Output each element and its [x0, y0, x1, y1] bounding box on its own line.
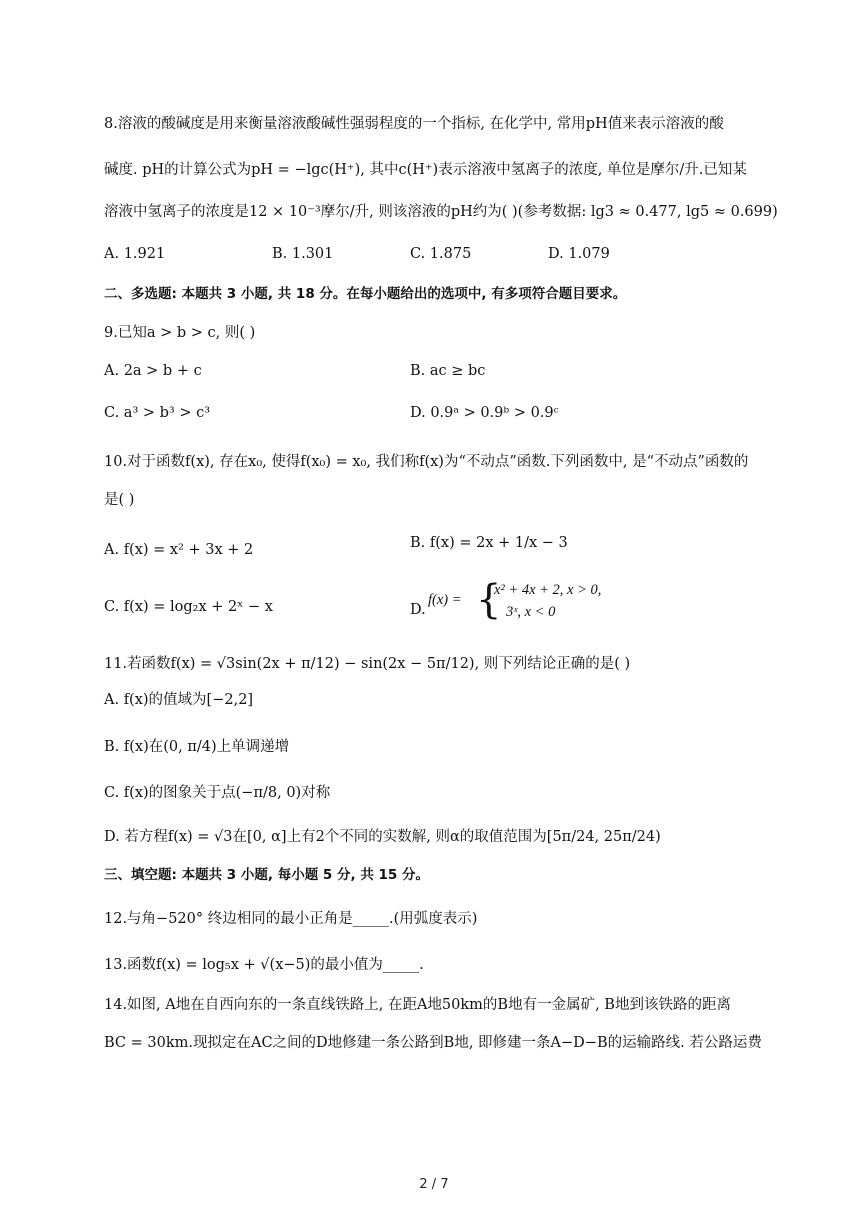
q10-option-d: [410, 578, 710, 624]
q12-stem: 12.与角−520° 终边相同的最小正角是_____.(用弧度表示): [104, 911, 478, 927]
q14-line-2: BC = 30km.现拟定在AC之间的D地修建一条公路到B地, 即修建一条A−D−B的运输路线. 若公路运费: [104, 1035, 762, 1051]
q11-stem: 11.若函数f(x) = √3sin(2x + π/12) − sin(2x − 5π/12), 则下列结论正确的是( ): [104, 656, 631, 672]
q8-line-3: 溶液中氢离子的浓度是12 × 10⁻³摩尔/升, 则该溶液的pH约为( )(参考数据: lg3 ≈ 0.477, lg5 ≈ 0.699): [104, 204, 778, 220]
q10-line-1: 10.对于函数f(x), 存在x₀, 使得f(x₀) = x₀, 我们称f(x)为“不动点”函数.下列函数中, 是“不动点”函数的: [104, 454, 749, 470]
section-2-heading: 二、多选题: 本题共 3 小题, 共 18 分。在每小题给出的选项中, 有多项符合题目要求。: [104, 286, 627, 302]
q9-option-c: C. a³ > b³ > c³: [104, 405, 211, 421]
q10-option-d-case-2: 3ˣ, x < 0: [506, 604, 556, 620]
q13-stem: 13.函数f(x) = log₅x + √(x−5)的最小值为_____.: [104, 957, 424, 973]
q11-option-b: B. f(x)在(0, π/4)上单调递增: [104, 739, 290, 755]
q10-line-2: 是( ): [104, 492, 135, 508]
q9-option-b: B. ac ≥ bc: [410, 363, 486, 379]
q8-option-a: A. 1.921: [104, 246, 166, 262]
piecewise-brace-icon: {: [476, 577, 502, 623]
q11-option-d: D. 若方程f(x) = √3在[0, α]上有2个不同的实数解, 则α的取值范围为[5π/24, 25π/24): [104, 829, 661, 845]
q8-option-d: D. 1.079: [548, 246, 610, 262]
section-3-heading: 三、填空题: 本题共 3 小题, 每小题 5 分, 共 15 分。: [104, 867, 430, 883]
q8-line-1: 8.溶液的酸碱度是用来衡量溶液酸碱性强弱程度的一个指标, 在化学中, 常用pH值来表示溶液的酸: [104, 116, 724, 132]
q10-option-d-fx: f(x) =: [428, 592, 462, 608]
q8-option-c: C. 1.875: [410, 246, 472, 262]
q9-stem: 9.已知a > b > c, 则( ): [104, 325, 256, 341]
q10-option-d-label: D.: [410, 602, 426, 618]
q9-option-d: D. 0.9ᵃ > 0.9ᵇ > 0.9ᶜ: [410, 405, 559, 421]
q8-line-2: 碱度. pH的计算公式为pH = −lgc(H⁺), 其中c(H⁺)表示溶液中氢离子的浓度, 单位是摩尔/升.已知某: [104, 162, 747, 178]
q11-option-a: A. f(x)的值域为[−2,2]: [104, 692, 254, 708]
q10-option-a: A. f(x) = x² + 3x + 2: [104, 542, 254, 558]
q14-line-1: 14.如图, A地在自西向东的一条直线铁路上, 在距A地50km的B地有一金属矿, B地到该铁路的距离: [104, 997, 731, 1013]
q8-option-b: B. 1.301: [272, 246, 334, 262]
q10-option-b: B. f(x) = 2x + 1/x − 3: [410, 535, 568, 551]
q11-option-c: C. f(x)的图象关于点(−π/8, 0)对称: [104, 785, 331, 801]
q10-option-d-case-1: x² + 4x + 2, x > 0,: [494, 582, 602, 598]
q10-option-c: C. f(x) = log₂x + 2ˣ − x: [104, 599, 273, 615]
page-number: 2 / 7: [419, 1177, 449, 1192]
q9-option-a: A. 2a > b + c: [104, 363, 202, 379]
